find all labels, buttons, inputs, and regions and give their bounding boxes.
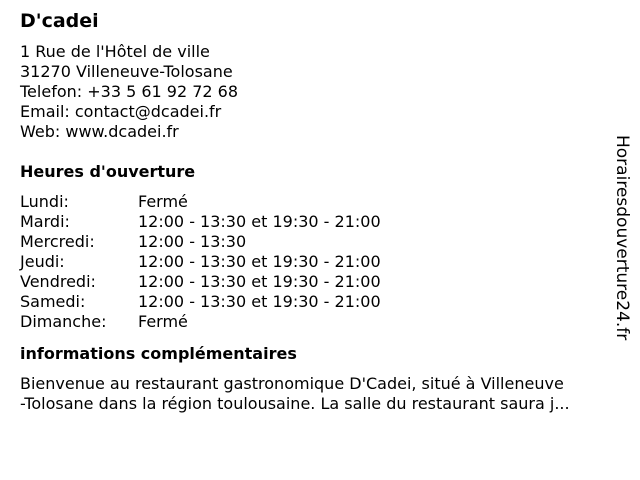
hours-time: 12:00 - 13:30 et 19:30 - 21:00 xyxy=(138,272,381,291)
info-description xyxy=(20,374,610,414)
contact-block xyxy=(20,42,610,142)
hours-time: 12:00 - 13:30 et 19:30 - 21:00 xyxy=(138,292,381,311)
info-title: informations complémentaires xyxy=(20,344,297,363)
hours-row xyxy=(20,292,610,312)
web-text[interactable]: Web: www.dcadei.fr xyxy=(20,122,179,141)
hours-row xyxy=(20,232,610,252)
business-name: D'cadei xyxy=(20,10,99,32)
hours-day: Samedi: xyxy=(20,292,86,311)
hours-title: Heures d'ouverture xyxy=(20,162,196,181)
hours-row xyxy=(20,272,610,292)
hours-time: Fermé xyxy=(138,192,188,211)
hours-row xyxy=(20,312,610,332)
hours-row xyxy=(20,212,610,232)
hours-table xyxy=(20,192,610,332)
hours-row xyxy=(20,192,610,212)
hours-day: Dimanche: xyxy=(20,312,107,331)
hours-day: Mardi: xyxy=(20,212,70,231)
hours-day: Mercredi: xyxy=(20,232,95,251)
business-card xyxy=(20,8,610,414)
address-street: 1 Rue de l'Hôtel de ville xyxy=(20,42,210,61)
hours-row xyxy=(20,252,610,272)
hours-day: Lundi: xyxy=(20,192,69,211)
phone-text: Telefon: +33 5 61 92 72 68 xyxy=(20,82,239,101)
address-city: 31270 Villeneuve-Tolosane xyxy=(20,62,233,81)
hours-time: Fermé xyxy=(138,312,188,331)
hours-day: Vendredi: xyxy=(20,272,96,291)
hours-time: 12:00 - 13:30 xyxy=(138,232,247,251)
hours-time: 12:00 - 13:30 et 19:30 - 21:00 xyxy=(138,252,381,271)
description-line: -Tolosane dans la région toulousaine. La salle du restaurant saura j... xyxy=(20,394,570,413)
email-text[interactable]: Email: contact@dcadei.fr xyxy=(20,102,222,121)
site-watermark: Horairesdouverture24.fr xyxy=(612,135,632,341)
hours-time: 12:00 - 13:30 et 19:30 - 21:00 xyxy=(138,212,381,231)
hours-day: Jeudi: xyxy=(20,252,65,271)
description-line: Bienvenue au restaurant gastronomique D'Cadei, situé à Villeneuve xyxy=(20,374,564,393)
